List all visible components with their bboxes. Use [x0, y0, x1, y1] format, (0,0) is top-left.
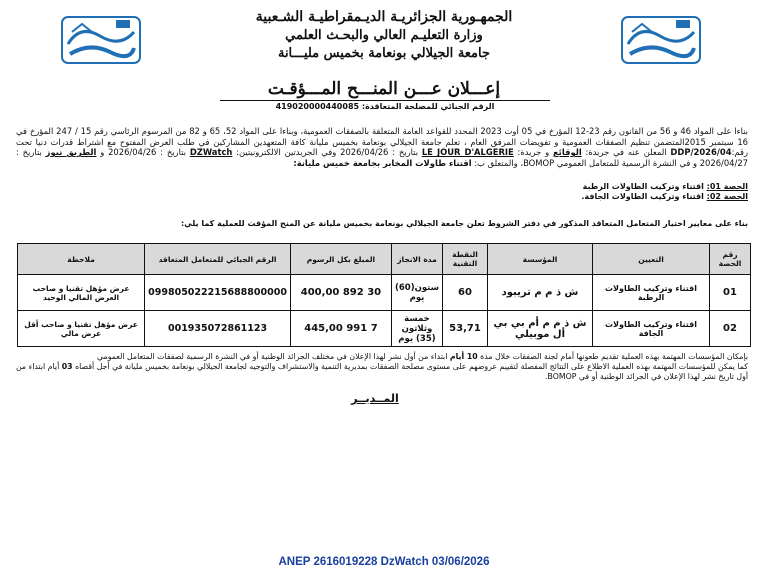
cell-tax-id: 001935072861123: [145, 311, 291, 347]
tax-id: الرقم الجبائي للمصلحة المتعاقدة: 419020000440085: [275, 102, 495, 111]
e-newspaper-1: DZWatch: [189, 147, 233, 158]
lot-text: اقتناء وتركيب الطاولات الرطبة: [582, 182, 707, 191]
header-enterprise: المؤسسة: [488, 244, 593, 275]
subject: اقتناء طاولات المخابر بجامعة خميس مليانة:: [293, 157, 472, 168]
appeal-paragraph: [16, 352, 748, 382]
header-remark: ملاحظة: [18, 244, 145, 275]
director-signature: المــديــر: [351, 392, 399, 405]
university-logo-icon: [60, 14, 142, 66]
republic-name: الجمهـورية الجزائريـة الديـمقراطيـة الشـعبية: [255, 9, 513, 25]
anep-reference: ANEP 2616019228 DzWatch 03/06/2026: [278, 556, 490, 568]
header-tax-id: الرقم الجبائي للمتعامل المتعاقد: [145, 244, 291, 275]
university-logo-icon: [620, 14, 702, 66]
lot-code: الحصة 02:: [706, 192, 748, 201]
appeal-text-b: ابتداء من أول نشر لهذا الإعلان في مختلف الجرائد الوطنية أو في النشرة الرسمية لصفقات المتعامل العمومي: [97, 352, 450, 361]
cell-enterprise: ش ذ م م أم بي بي أل موبيلي: [488, 311, 593, 347]
university-logo-right: [620, 14, 702, 66]
header-designation: التعيين: [593, 244, 710, 275]
newspaper-2: LE JOUR D'ALGERIE: [421, 147, 514, 158]
body-text-5: بتاريخ : 2026/04/26 و: [96, 147, 190, 158]
header-delay: مدة الانجاز: [391, 244, 442, 275]
table-row: [18, 311, 751, 347]
cell-score: 53,71: [443, 311, 488, 347]
consultation-text-a: كما يمكن للمؤسسات المهتمة بهذه العملية الاطلاع على النتائج المفصلة لتقييم عروضهم على مستوى مصلحة الصفقات بمديرية التنمية والاستشراف والتوجيه لجامعة الجيلالي بونعامة بخميس مليانة في أجل أقصاه: [72, 362, 748, 371]
appeal-text: [16, 352, 748, 362]
table-row: [18, 275, 751, 311]
appeal-days: 10 أيام: [449, 352, 478, 361]
lot-item: [581, 182, 748, 192]
body-text-6: بتاريخ : 2026/04/27 و في النشرة الرسمية للمتعامل العمومي BOMOP، والمتعلق ب:: [16, 147, 748, 168]
cell-amount: 7 991 445,00: [290, 311, 391, 347]
cell-tax-id: 099805022215688800000: [145, 275, 291, 311]
consultation-text-b: أيام ابتداء من أول تاريخ نشر لهذا الإعلان في الجرائد الوطنية أو في BOMOP.: [16, 362, 748, 381]
cell-designation: اقتناء وتركيب الطاولات الرطبة: [593, 275, 710, 311]
lot-code: الحصة 01:: [706, 182, 748, 191]
ministry-name: وزارة التعليـم العالي والبحـث العلمي: [285, 28, 483, 43]
consultation-days: 03: [61, 362, 73, 371]
newspaper-1: الوقائع: [552, 147, 582, 158]
cell-designation: اقتناء وتركيب الطاولات الجافة: [593, 311, 710, 347]
cell-lot: 02: [710, 311, 751, 347]
e-newspaper-2: الطريق نيوز: [45, 147, 97, 158]
appeal-text-a: بإمكان المؤسسات المهتمة بهذه العملية تقديم طعونها أمام لجنة الصفقات خلال مدة: [477, 352, 748, 361]
cell-remark: عرض مؤهل تقنيا و صاحب أقل عرض مالي: [18, 311, 145, 347]
body-text-2: المعلن عنه في جريدة:: [581, 147, 671, 158]
cell-lot: 01: [710, 275, 751, 311]
body-text-1: بناءا على المواد 46 و 56 من القانون رقم 23-12 المؤرخ في 05 أوت 2023 المحدد للقواعد العامة المتعلقة بالصفقات العمومية، وبناءا على المواد 52، 65 و 82 من المرسوم الرئاسي رقم 15 / 247 المؤرخ في 16 سبتمبر 2015المتضمن تنظيم الصفقات العمومية و تفويضات المرفق العام ، تعلم جامعة الجيلالي بونعامة بخميس مليانة كافة المتعهدين المشاركين في طلب العرض المفتوح مع اشتراط قدرات دنيا تحت رقم:: [16, 126, 749, 158]
cell-delay: خمسة وثلاثون (35) يوم: [391, 311, 442, 347]
title-underline: [220, 100, 550, 101]
reference-number: 04/DDP/2026: [670, 147, 732, 158]
body-paragraph: [16, 126, 748, 168]
consultation-text: [16, 362, 748, 382]
header-amount: المبلغ بكل الرسوم: [290, 244, 391, 275]
body-text-4: بتاريخ : 2026/04/26 وفي الجريدتين الالكترونيتين:: [232, 147, 422, 158]
results-intro: بناء على معايير اختيار المتعامل المتعاقد المذكور في دفتر الشروط تعلن جامعة الجيلالي بونعامة بخميس مليانة عن المنح المؤقت للعملية كما يلي:: [180, 219, 748, 228]
cell-remark: عرض مؤهل تقنيا و صاحب العرض المالي الوحيد: [18, 275, 145, 311]
header-lot: رقم الحصة: [710, 244, 751, 275]
award-table: [17, 243, 751, 347]
table-header-row: [18, 244, 751, 275]
lot-text: اقتناء وتركيب الطاولات الجافة.: [581, 192, 707, 201]
cell-enterprise: ش ذ م م تريبود: [488, 275, 593, 311]
cell-delay: ستون(60) يوم: [391, 275, 442, 311]
body-text-3: و جريدة:: [513, 147, 553, 158]
university-name: جامعة الجيلالي بونعامة بخميس مليـــانة: [277, 46, 491, 61]
cell-score: 60: [443, 275, 488, 311]
lots-list: [581, 182, 748, 202]
cell-amount: 30 892 400,00: [290, 275, 391, 311]
letterhead: [150, 8, 618, 63]
announcement-title: إعـــلان عـــن المنـــح المـــؤقـت: [267, 79, 501, 99]
university-logo-left: [60, 14, 142, 66]
header-score: النقطة التقنية: [443, 244, 488, 275]
lot-item: [581, 192, 748, 202]
